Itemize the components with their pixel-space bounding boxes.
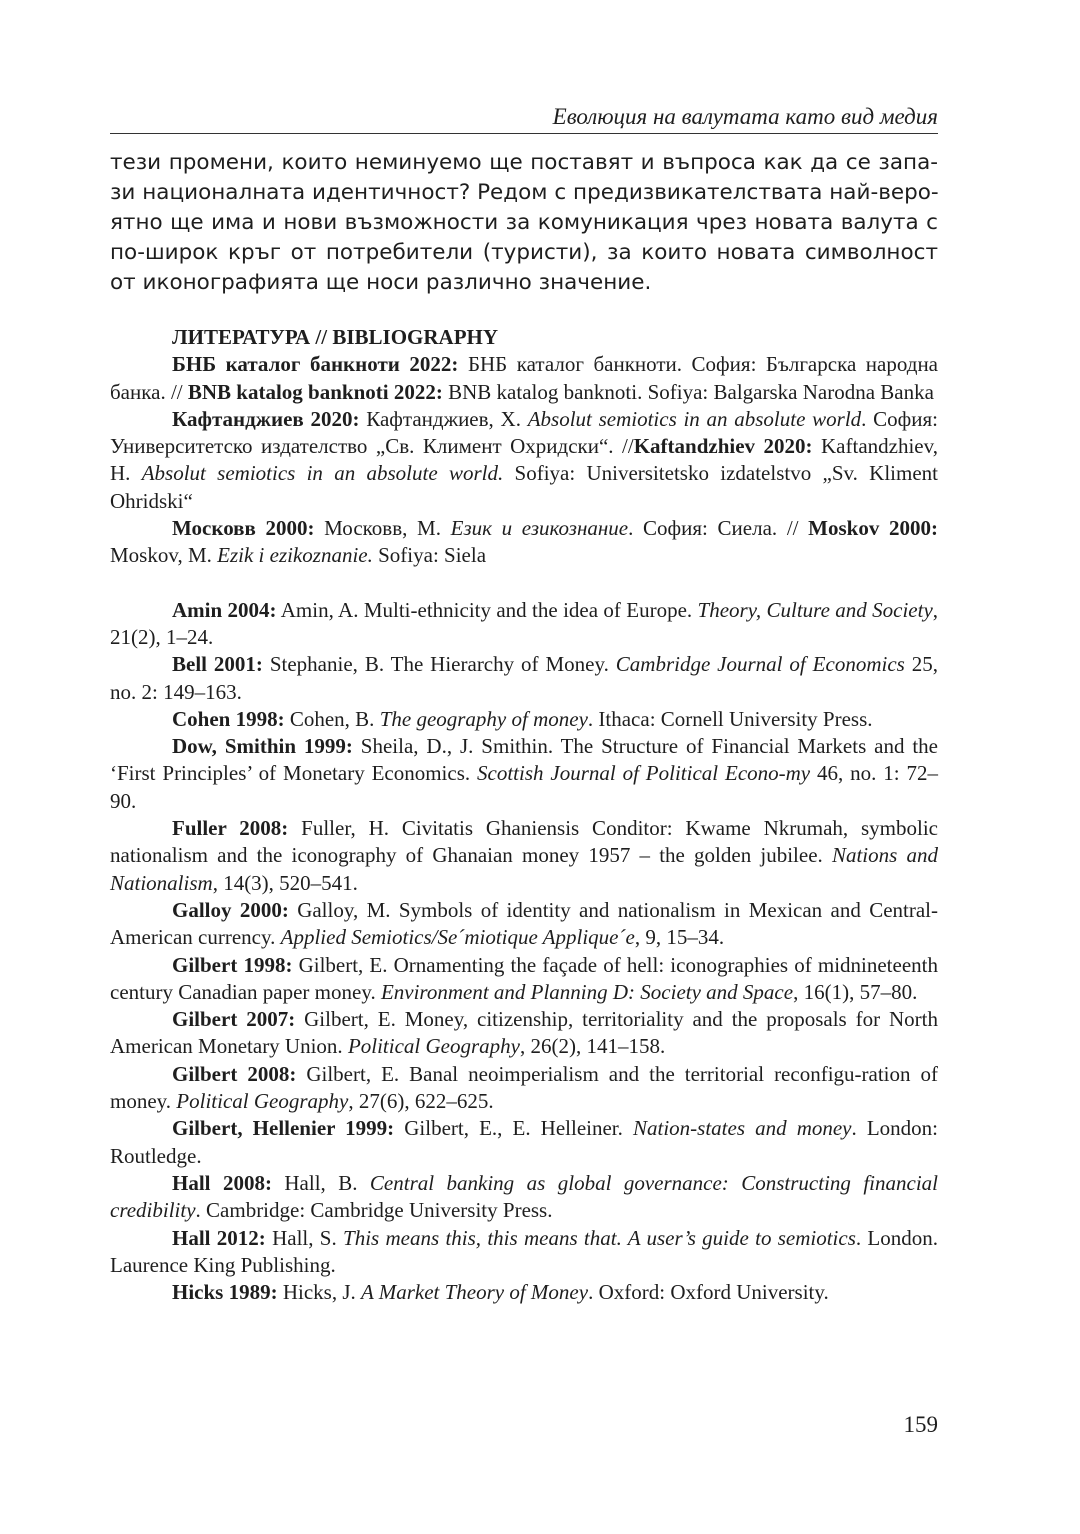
section-gap [110,570,938,597]
bib-title: Central banking as global governance: Constructing financial credibility [110,1170,938,1223]
bib-title: Theory, Culture and Society [697,597,933,622]
bib-title: The geography of money [379,706,588,731]
bib-entry [110,515,938,570]
bib-key: BNB katalog banknoti 2022: [187,379,443,404]
bib-text: Amin, A. Multi-ethnicity and the idea of Europe. [276,597,698,622]
bib-entry [110,597,938,652]
bib-key: Dow, Smithin 1999: [172,734,353,759]
bib-key: Gilbert 2008: [172,1061,297,1086]
bib-key: Московв 2000: [172,516,315,541]
bib-entry [110,1170,938,1225]
body-line: по-широк кръг от потребители (туристи), за които новата символност [110,240,938,265]
bib-entry [110,706,938,733]
bib-entry [110,1061,938,1116]
bib-entry [110,351,938,406]
bib-text: . София: Сиела. // [628,516,809,541]
bib-entry [110,1225,938,1280]
bib-text: Sheila, D., J. Smithin. The Structure of Financial Markets and the ‘First Principles’ of Monetary Economics. [110,734,938,786]
bib-key: Gilbert 2007: [172,1007,296,1032]
bib-entry [110,952,938,1007]
bib-key: Gilbert, Hellenier 1999: [172,1116,395,1141]
bib-tail: , 9, 15–34. [634,925,725,950]
body-paragraph [110,148,938,298]
bib-tail: 46, no. 1: 72–90. [110,761,938,813]
body-line: зи националната идентичност? Редом с предизвикателствата най-веро- [110,180,939,205]
bib-title: Nations and Nationalism [110,843,939,895]
bib-tail: . Ithaca: Cornell University Press. [587,706,873,731]
bib-title: Political Geography [347,1034,520,1059]
bib-title: This means this, this means that. A user’s guide to semiotics [343,1225,856,1250]
bib-text: . София: Университетско издателство „Св. Климент Охридски“. // [110,406,938,459]
bib-key: Moskov 2000: [808,516,938,541]
bib-text: Cohen, B. [284,706,380,731]
bib-tail: , 27(6), 622–625. [348,1089,494,1114]
bib-entry [110,406,938,515]
bib-text: Moskov, M. [110,543,218,568]
bib-key: Hall 2012: [172,1225,266,1250]
bib-key: Galloy 2000: [172,897,289,922]
body-line: тези промени, които неминуемо ще поставят и въпроса как да се запа- [110,150,938,175]
bib-entry [110,815,938,897]
bib-tail: , 26(2), 141–158. [520,1034,666,1059]
bib-tail: , 21(2), 1–24. [110,597,939,649]
bib-entry [110,1006,938,1061]
bib-text: Gilbert, E. Ornamenting the façade of hell: iconographies of midnineteenth century Canadian paper money. [110,952,938,1004]
bib-key: Kaftandzhiev 2020: [633,434,813,459]
bib-title: Absolut semiotics in an absolute world. [141,461,504,486]
bib-text: Hicks, J. [277,1280,362,1305]
bib-title: Cambridge Journal of Economics [615,652,905,677]
bib-key: Hicks 1989: [172,1280,278,1305]
bib-tail: . Oxford: Oxford University. [588,1280,829,1305]
bib-title: Scottish Journal of Political Econo-my [477,761,811,786]
bib-text: Fuller, H. Civitatis Ghaniensis Conditor: Kwame Nkrumah, symbolic nationalism and the iconography of Ghanaian money 1957 – the golden jubilee. [110,816,938,868]
bib-text: Московв, М. [314,516,451,541]
bib-text: Galloy, M. Symbols of identity and nationalism in Mexican and Central-American currency. [110,897,938,950]
bib-title: A Market Theory of Money [361,1280,589,1305]
bib-tail: . London: Routledge. [110,1116,939,1168]
bib-text: БНБ каталог банкноти. София: Българска народна банка. // [110,352,938,404]
bib-title: Nation-states and money [633,1116,852,1141]
bib-title: Environment and Planning D: Society and Space [380,979,794,1004]
bib-key: Bell 2001: [172,652,263,677]
bib-text: Stephanie, B. The Hierarchy of Money. [262,652,616,677]
bib-tail: , 14(3), 520–541. [212,870,358,895]
bib-key: Gilbert 1998: [172,952,293,977]
bib-key: Amin 2004: [172,597,277,622]
bib-tail: , 16(1), 57–80. [793,979,918,1004]
bib-entry [110,1115,938,1170]
bib-title: Applied Semiotics/Se´miotique Applique´e [280,925,635,950]
bib-entry [110,651,938,706]
header-rule [110,133,938,134]
bib-title: Political Geography [176,1089,349,1114]
body-line: ятно ще има и нови възможности за комуникация чрез новата валута с [110,210,938,235]
bib-key: Cohen 1998: [172,706,285,731]
bibliography [110,324,938,1306]
bib-title: Absolut semiotics in an absolute world [527,406,862,431]
bib-key: Fuller 2008: [172,816,289,841]
bib-text: BNB katalog banknoti. Sofiya: Balgarska Narodna Banka [442,379,934,404]
bib-text: Kaftandzhiev, H. [110,434,939,486]
bib-text: Gilbert, E. Money, citizenship, territoriality and the proposals for North American Monetary Union. [110,1007,939,1059]
page-number: 159 [903,1412,938,1437]
bib-title: Ezik i ezikoznanie. [217,543,373,568]
bib-text: Sofiya: Universitetsko izdatelstvo „Sv. Kliment Ohridski“ [110,461,938,513]
bib-title: Език и езикознание [450,516,629,541]
bib-tail: . Cambridge: Cambridge University Press. [195,1198,553,1223]
bib-text: Gilbert, E. Banal neoimperialism and the territorial reconfigu-ration of money. [110,1061,938,1114]
bib-text: Hall, S. [265,1225,344,1250]
bib-tail: . London. Laurence King Publishing. [110,1225,939,1277]
body-line: от иконографията ще носи различно значение. [110,270,652,295]
bibliography-heading: ЛИТЕРАТУРА // BIBLIOGRAPHY [172,325,499,349]
bib-text: Sofiya: Siela [372,543,487,568]
bib-key: Hall 2008: [172,1170,272,1195]
bib-entry [110,897,938,952]
bib-key: Кафтанджиев 2020: [172,406,360,431]
bib-text: Hall, B. [271,1170,370,1195]
bib-tail: 25, no. 2: 149–163. [110,652,938,704]
bib-text: Кафтанджиев, Х. [359,406,528,431]
bib-entry [110,1279,938,1306]
bib-entry [110,733,938,815]
bib-text: Gilbert, E., E. Helleiner. [394,1116,633,1141]
running-title: Еволюция на валутата като вид медия [552,104,938,129]
bib-key: БНБ каталог банкноти 2022: [172,352,459,377]
